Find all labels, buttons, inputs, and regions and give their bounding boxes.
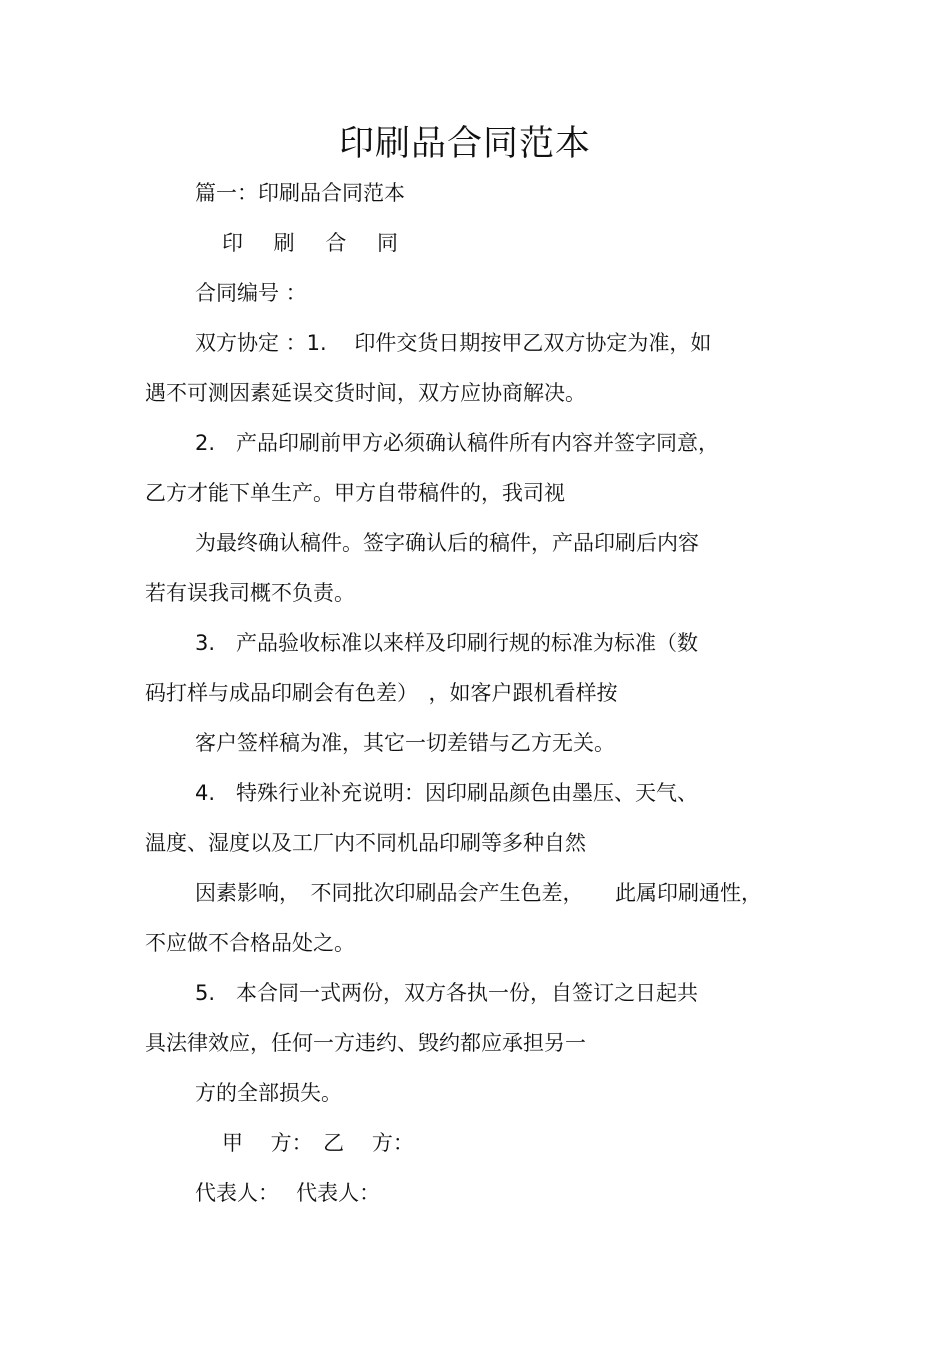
clause-2-line-3: 为最终确认稿件。签字确认后的稿件，产品印刷后内容	[195, 531, 699, 555]
clause-1-line-1: 双方协定 ：1. 印件交货日期按甲乙双方协定为准，如	[195, 331, 712, 355]
clause-3-line-2: 码打样与成品印刷会有色差） ，如客户跟机看样按	[145, 681, 618, 705]
section-heading: 篇一：印刷品合同范本	[195, 181, 405, 205]
party-line: 甲 方： 乙 方：	[222, 1131, 414, 1155]
clause-2-line-1: 2. 产品印刷前甲方必须确认稿件所有内容并签字同意，	[195, 431, 720, 455]
clause-5-line-1: 5. 本合同一式两份，双方各执一份，自签订之日起共	[195, 981, 699, 1005]
clause-4-line-2: 温度、湿度以及工厂内不同机品印刷等多种自然	[145, 831, 586, 855]
clause-2-line-4: 若有误我司概不负责。	[145, 581, 355, 605]
clause-4-line-1: 4. 特殊行业补充说明：因印刷品颜色由墨压、天气、	[195, 781, 699, 805]
representative-line: 代表人： 代表人：	[195, 1181, 381, 1205]
clause-5-line-3: 方的全部损失。	[195, 1081, 342, 1105]
contract-heading: 印 刷 合 同	[222, 231, 411, 255]
clause-3-line-1: 3. 产品验收标准以来样及印刷行规的标准为标准（数	[195, 631, 699, 655]
clause-5-line-2: 具法律效应，任何一方违约、毁约都应承担另一	[145, 1031, 586, 1055]
clause-4-line-3: 因素影响， 不同批次印刷品会产生色差， 此属印刷通性，	[195, 881, 762, 905]
document-title: 印刷品合同范本	[338, 124, 591, 164]
clause-4-line-4: 不应做不合格品处之。	[145, 931, 355, 955]
contract-number-label: 合同编号 ：	[195, 281, 307, 305]
clause-3-line-3: 客户签样稿为准，其它一切差错与乙方无关。	[195, 731, 615, 755]
clause-1-line-2: 遇不可测因素延误交货时间，双方应协商解决。	[145, 381, 586, 405]
clause-2-line-2: 乙方才能下单生产。甲方自带稿件的，我司视	[145, 481, 565, 505]
